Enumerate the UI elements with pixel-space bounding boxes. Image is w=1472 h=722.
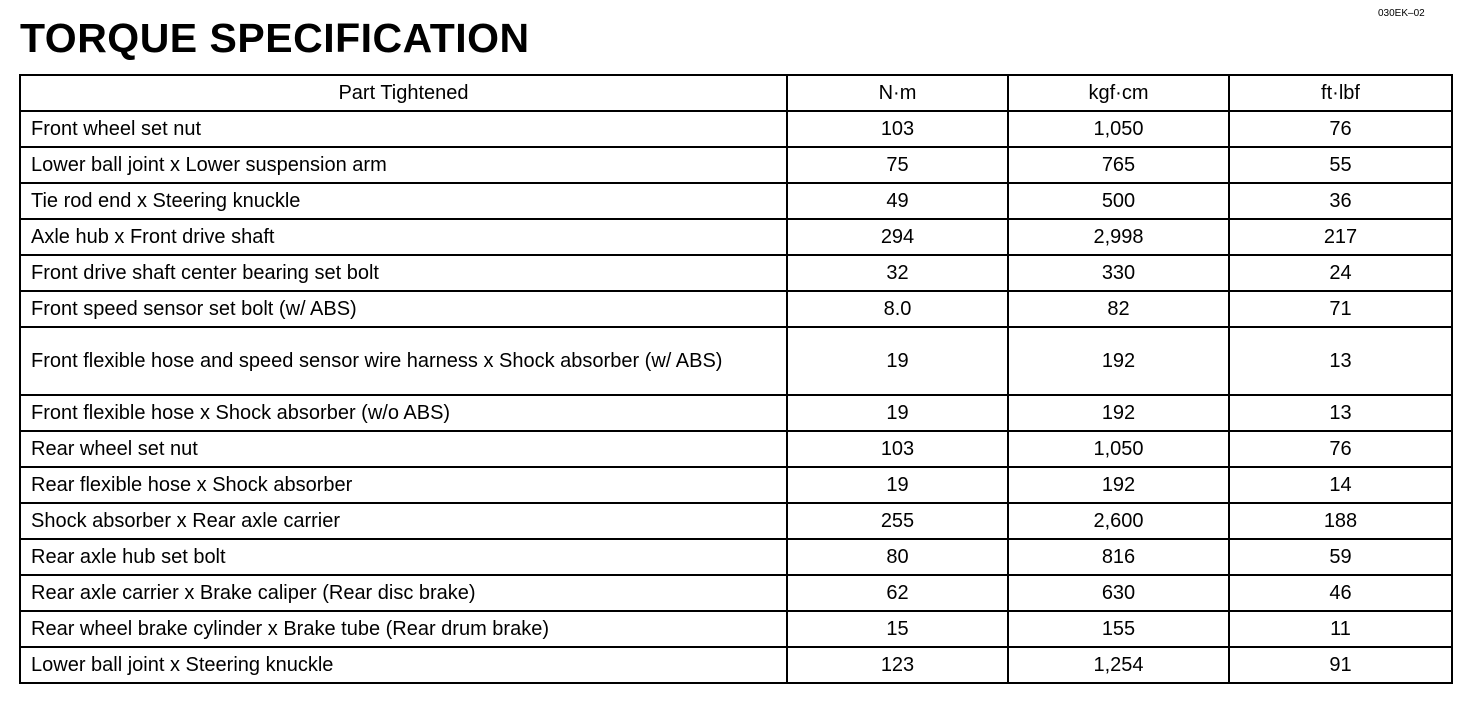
torque-spec-table: [19, 74, 1453, 684]
cell-nm: 49: [787, 183, 1008, 219]
cell-nm: 19: [787, 327, 1008, 395]
table-row: [20, 219, 1452, 255]
table-row: [20, 575, 1452, 611]
cell-ft-lbf: 91: [1229, 647, 1452, 683]
cell-part: Shock absorber x Rear axle carrier: [20, 503, 787, 539]
cell-kgf-cm: 82: [1008, 291, 1229, 327]
cell-ft-lbf: 13: [1229, 395, 1452, 431]
cell-part: Axle hub x Front drive shaft: [20, 219, 787, 255]
document-code: 030EK–02: [1378, 8, 1425, 19]
cell-ft-lbf: 71: [1229, 291, 1452, 327]
cell-nm: 103: [787, 431, 1008, 467]
table-row: [20, 647, 1452, 683]
cell-ft-lbf: 76: [1229, 431, 1452, 467]
cell-kgf-cm: 330: [1008, 255, 1229, 291]
cell-kgf-cm: 500: [1008, 183, 1229, 219]
table-row: [20, 611, 1452, 647]
header-part-tightened: Part Tightened: [20, 75, 787, 111]
cell-nm: 294: [787, 219, 1008, 255]
table-row: [20, 183, 1452, 219]
cell-part: Tie rod end x Steering knuckle: [20, 183, 787, 219]
cell-kgf-cm: 765: [1008, 147, 1229, 183]
header-kgf-cm: kgf·cm: [1008, 75, 1229, 111]
table-row: [20, 147, 1452, 183]
cell-kgf-cm: 192: [1008, 395, 1229, 431]
cell-part: Rear wheel set nut: [20, 431, 787, 467]
cell-part: Rear wheel brake cylinder x Brake tube (Rear drum brake): [20, 611, 787, 647]
table-row: [20, 395, 1452, 431]
cell-kgf-cm: 2,600: [1008, 503, 1229, 539]
cell-part: Front flexible hose and speed sensor wire harness x Shock absorber (w/ ABS): [20, 327, 787, 395]
table-row: [20, 503, 1452, 539]
cell-kgf-cm: 1,254: [1008, 647, 1229, 683]
cell-kgf-cm: 155: [1008, 611, 1229, 647]
cell-nm: 19: [787, 395, 1008, 431]
cell-nm: 15: [787, 611, 1008, 647]
cell-ft-lbf: 11: [1229, 611, 1452, 647]
cell-part: Front wheel set nut: [20, 111, 787, 147]
page-title: TORQUE SPECIFICATION: [20, 15, 530, 61]
cell-kgf-cm: 192: [1008, 467, 1229, 503]
cell-part: Front speed sensor set bolt (w/ ABS): [20, 291, 787, 327]
table-row: [20, 291, 1452, 327]
cell-nm: 8.0: [787, 291, 1008, 327]
header-ft-lbf: ft·lbf: [1229, 75, 1452, 111]
cell-part: Front drive shaft center bearing set bolt: [20, 255, 787, 291]
table-header-row: [20, 75, 1452, 111]
table-row: [20, 467, 1452, 503]
cell-ft-lbf: 76: [1229, 111, 1452, 147]
cell-ft-lbf: 36: [1229, 183, 1452, 219]
cell-nm: 103: [787, 111, 1008, 147]
cell-part: Rear axle carrier x Brake caliper (Rear disc brake): [20, 575, 787, 611]
table-row: [20, 539, 1452, 575]
cell-nm: 123: [787, 647, 1008, 683]
cell-nm: 62: [787, 575, 1008, 611]
cell-kgf-cm: 630: [1008, 575, 1229, 611]
cell-part: Rear axle hub set bolt: [20, 539, 787, 575]
cell-ft-lbf: 14: [1229, 467, 1452, 503]
cell-ft-lbf: 24: [1229, 255, 1452, 291]
cell-part: Front flexible hose x Shock absorber (w/o ABS): [20, 395, 787, 431]
table-row: [20, 255, 1452, 291]
cell-ft-lbf: 46: [1229, 575, 1452, 611]
cell-ft-lbf: 13: [1229, 327, 1452, 395]
cell-part: Lower ball joint x Lower suspension arm: [20, 147, 787, 183]
cell-kgf-cm: 1,050: [1008, 431, 1229, 467]
cell-nm: 75: [787, 147, 1008, 183]
cell-nm: 80: [787, 539, 1008, 575]
cell-nm: 32: [787, 255, 1008, 291]
table-row: [20, 327, 1452, 395]
cell-kgf-cm: 2,998: [1008, 219, 1229, 255]
cell-ft-lbf: 55: [1229, 147, 1452, 183]
cell-nm: 19: [787, 467, 1008, 503]
cell-nm: 255: [787, 503, 1008, 539]
cell-kgf-cm: 192: [1008, 327, 1229, 395]
table-row: [20, 431, 1452, 467]
cell-kgf-cm: 1,050: [1008, 111, 1229, 147]
cell-ft-lbf: 59: [1229, 539, 1452, 575]
header-nm: N·m: [787, 75, 1008, 111]
cell-ft-lbf: 217: [1229, 219, 1452, 255]
cell-part: Lower ball joint x Steering knuckle: [20, 647, 787, 683]
cell-kgf-cm: 816: [1008, 539, 1229, 575]
cell-part: Rear flexible hose x Shock absorber: [20, 467, 787, 503]
table-row: [20, 111, 1452, 147]
cell-ft-lbf: 188: [1229, 503, 1452, 539]
